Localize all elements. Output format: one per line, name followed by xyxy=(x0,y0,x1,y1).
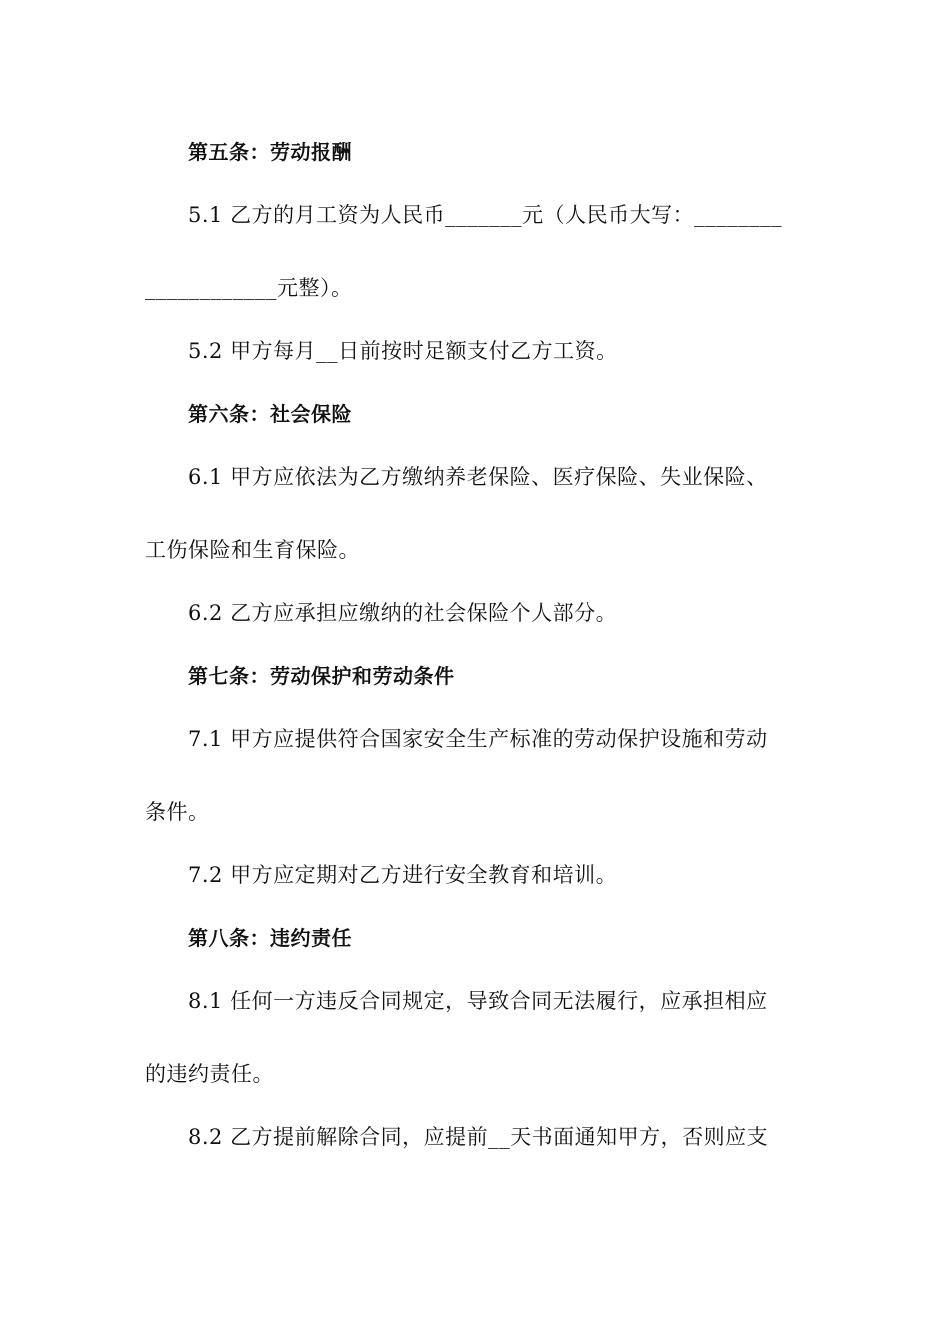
clause-8-1-line-1: 8.1 任何一方违反合同规定，导致合同无法履行，应承担相应 xyxy=(188,989,768,1013)
clause-6-1-line-1: 6.1 甲方应依法为乙方缴纳养老保险、医疗保险、失业保险、 xyxy=(188,465,768,489)
clause-7-1-line-1: 7.1 甲方应提供符合国家安全生产标准的劳动保护设施和劳动 xyxy=(188,727,768,751)
section-7-heading: 第七条：劳动保护和劳动条件 xyxy=(188,664,455,688)
clause-6-2: 6.2 乙方应承担应缴纳的社会保险个人部分。 xyxy=(188,601,618,625)
section-5-heading: 第五条：劳动报酬 xyxy=(188,140,352,164)
section-6-heading: 第六条：社会保险 xyxy=(188,402,352,426)
section-8-heading: 第八条：违约责任 xyxy=(188,926,352,950)
clause-5-2: 5.2 甲方每月__日前按时足额支付乙方工资。 xyxy=(188,339,618,363)
clause-7-1-line-2: 条件。 xyxy=(145,800,210,824)
clause-8-1-line-2: 的违约责任。 xyxy=(145,1062,274,1086)
clause-5-1-line-2: ____________元整）。 xyxy=(145,276,353,300)
clause-7-2: 7.2 甲方应定期对乙方进行安全教育和培训。 xyxy=(188,863,618,887)
clause-5-1-line-1: 5.1 乙方的月工资为人民币_______元（人民币大写：________ xyxy=(188,203,783,227)
clause-8-2-line-1: 8.2 乙方提前解除合同，应提前__天书面通知甲方，否则应支 xyxy=(188,1125,769,1149)
clause-6-1-line-2: 工伤保险和生育保险。 xyxy=(145,538,360,562)
